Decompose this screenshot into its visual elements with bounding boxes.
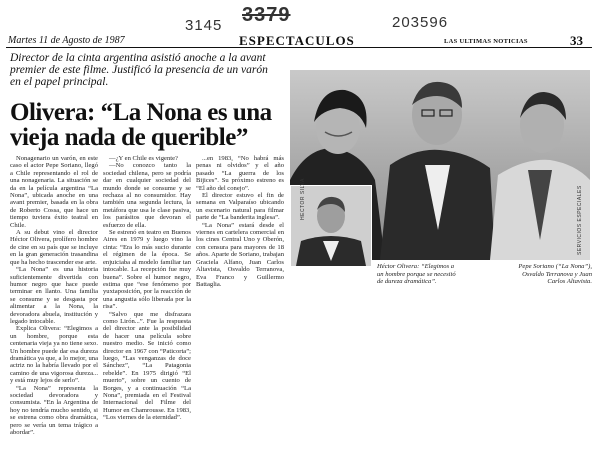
paragraph: —No conozco tanto la sociedad chilena, pero se podría dar en cualquier sociedad del mundo donde se consume y se rechaza al no consumidor. Hay también una segunda lectura, la metáfora que usa le clase pasiva, los parásitos que devoran el esfuerzo de ella.	[103, 162, 191, 229]
handwritten-note-left: 3145	[185, 17, 223, 34]
paragraph: Se estrenó en teatro en Buenos Aires en 1979 y luego vino la cinta: “Era lo más sucio durante el régimen de la época. Se enjuiciaba al modelo familiar tan intocable. La recepción fue muy buena”. Sobre el humor negro, estima que “ese fenómeno por yuxtaposición, por la reacción de una angustia sólo liberada por la risa”.	[103, 229, 191, 311]
section-title: ESPECTACULOS	[239, 33, 355, 48]
paragraph: A su debut vino el director Héctor Olivera, prolífero hombre de cine en su país que se incluye en la gran generación trasandina que ha hecho trascender ese arte.	[10, 229, 98, 266]
issue-date: Martes 11 de Agosto de 1987	[8, 35, 125, 46]
photo-credit-2: SERVICIOS ESPECIALES	[577, 185, 583, 255]
header-rule	[6, 47, 592, 48]
caption-right: Pepe Soriano (“La Nona”), Osvaldo Terranova y Juan Carlos Altavista.	[518, 263, 592, 286]
page-number: 33	[570, 33, 583, 48]
newspaper-name: LAS ULTIMAS NOTICIAS	[444, 38, 528, 45]
caption-left: Héctor Olivera: “Elegimos a un hombre porque se necesitó de dureza dramática”.	[377, 263, 456, 286]
paragraph: “La Nona” es una historia suficientemente divertida con humor negro que hace puede terminar en llanto. Una familia se consume y se desgasta por alimentar a la Nona, la devoradora abuela, institución y legado intocable.	[10, 266, 98, 325]
paragraph: Explica Olivera: “Elegimos a un hombre, porque esta centenaria vieja ya no tiene sexo. Un hombre puede dar esa dureza dramática ya que, a lo mejor, una actriz no la habría llevado por el camino de una vigorosa dureza... y está muy lejos de serlo”.	[10, 325, 98, 385]
article-column-3	[196, 155, 284, 449]
paragraph: “Salvo que me disfrazara como Lirón...”. Fue la respuesta del director ante la posibilidad de hacer una película sobre nuestro medio. Se inició como director en 1967 con “Paticorta”; luego, “Las venganzas de doce Sánchez”, “La Patagonia rebelde”. En 1975 dirigió “El muerto”, sobre un cuento de Borges, y a continuación “La Nona”, premiada en el Festival Internacional del Filme del Humor en Chamrousse. En 1983, “Los viernes de la eternidad”.	[103, 310, 191, 422]
article-column-2	[103, 155, 191, 449]
photo-credit: HECTOR SILVA	[300, 178, 306, 220]
paragraph: “La Nona” representa la sociedad devoradora y consumista. “En la Argentina de hoy no tendría mucho sentido, si se estrena como obra dramática, pero se vería un tema trágico a abordar”.	[10, 384, 98, 437]
article-lead: Director de la cinta argentina asistió anoche a la avant premier de este filme. Justificó la presencia de un varón en el papel principal.	[10, 52, 268, 88]
handwritten-note-right: 203596	[392, 14, 449, 31]
paragraph: —¿Y en Chile es vigente?	[109, 155, 178, 162]
paragraph: ...en 1983, “No habrá más penas ni olvidos” y el año pasado “La guerra de los Bijices”. Su próximo estreno es “El año del conejo”.	[196, 155, 284, 192]
headline-line-2: vieja nada de querible”	[10, 124, 248, 151]
headline-line-1: Olivera: “La Nona es una	[10, 99, 272, 126]
paragraph: Nonagenario un varón, en este caso el actor Pepe Soriano, llegó a Chile representando el rol de una nonagenaria. La situación se da en la película argentina “La Nona”, ubicada anoche en una avant premier, basada en la obra de Roberto Cossa, que hace un tiempo tuviera éxito teatral en Chile.	[10, 155, 98, 229]
article-column-1	[10, 155, 98, 449]
article-headline	[10, 100, 300, 150]
paragraph: El director estuvo el fin de semana en Valparaíso ubicando un escenario natural para filmar parte de “La banderita inglesa”.	[196, 192, 284, 222]
handwritten-note-center: 3379	[242, 4, 291, 26]
paragraph: “La Nona” estará desde el viernes en cartelera comercial en los cines Central Uno y Oberón, con censura para mayores de 18 años. Aparte de Soriano, trabajan Graciela Alfano, Juan Carlos Altavista, Osvaldo Terranova, Eva Franco y Guillermo Battaglia.	[196, 221, 284, 288]
